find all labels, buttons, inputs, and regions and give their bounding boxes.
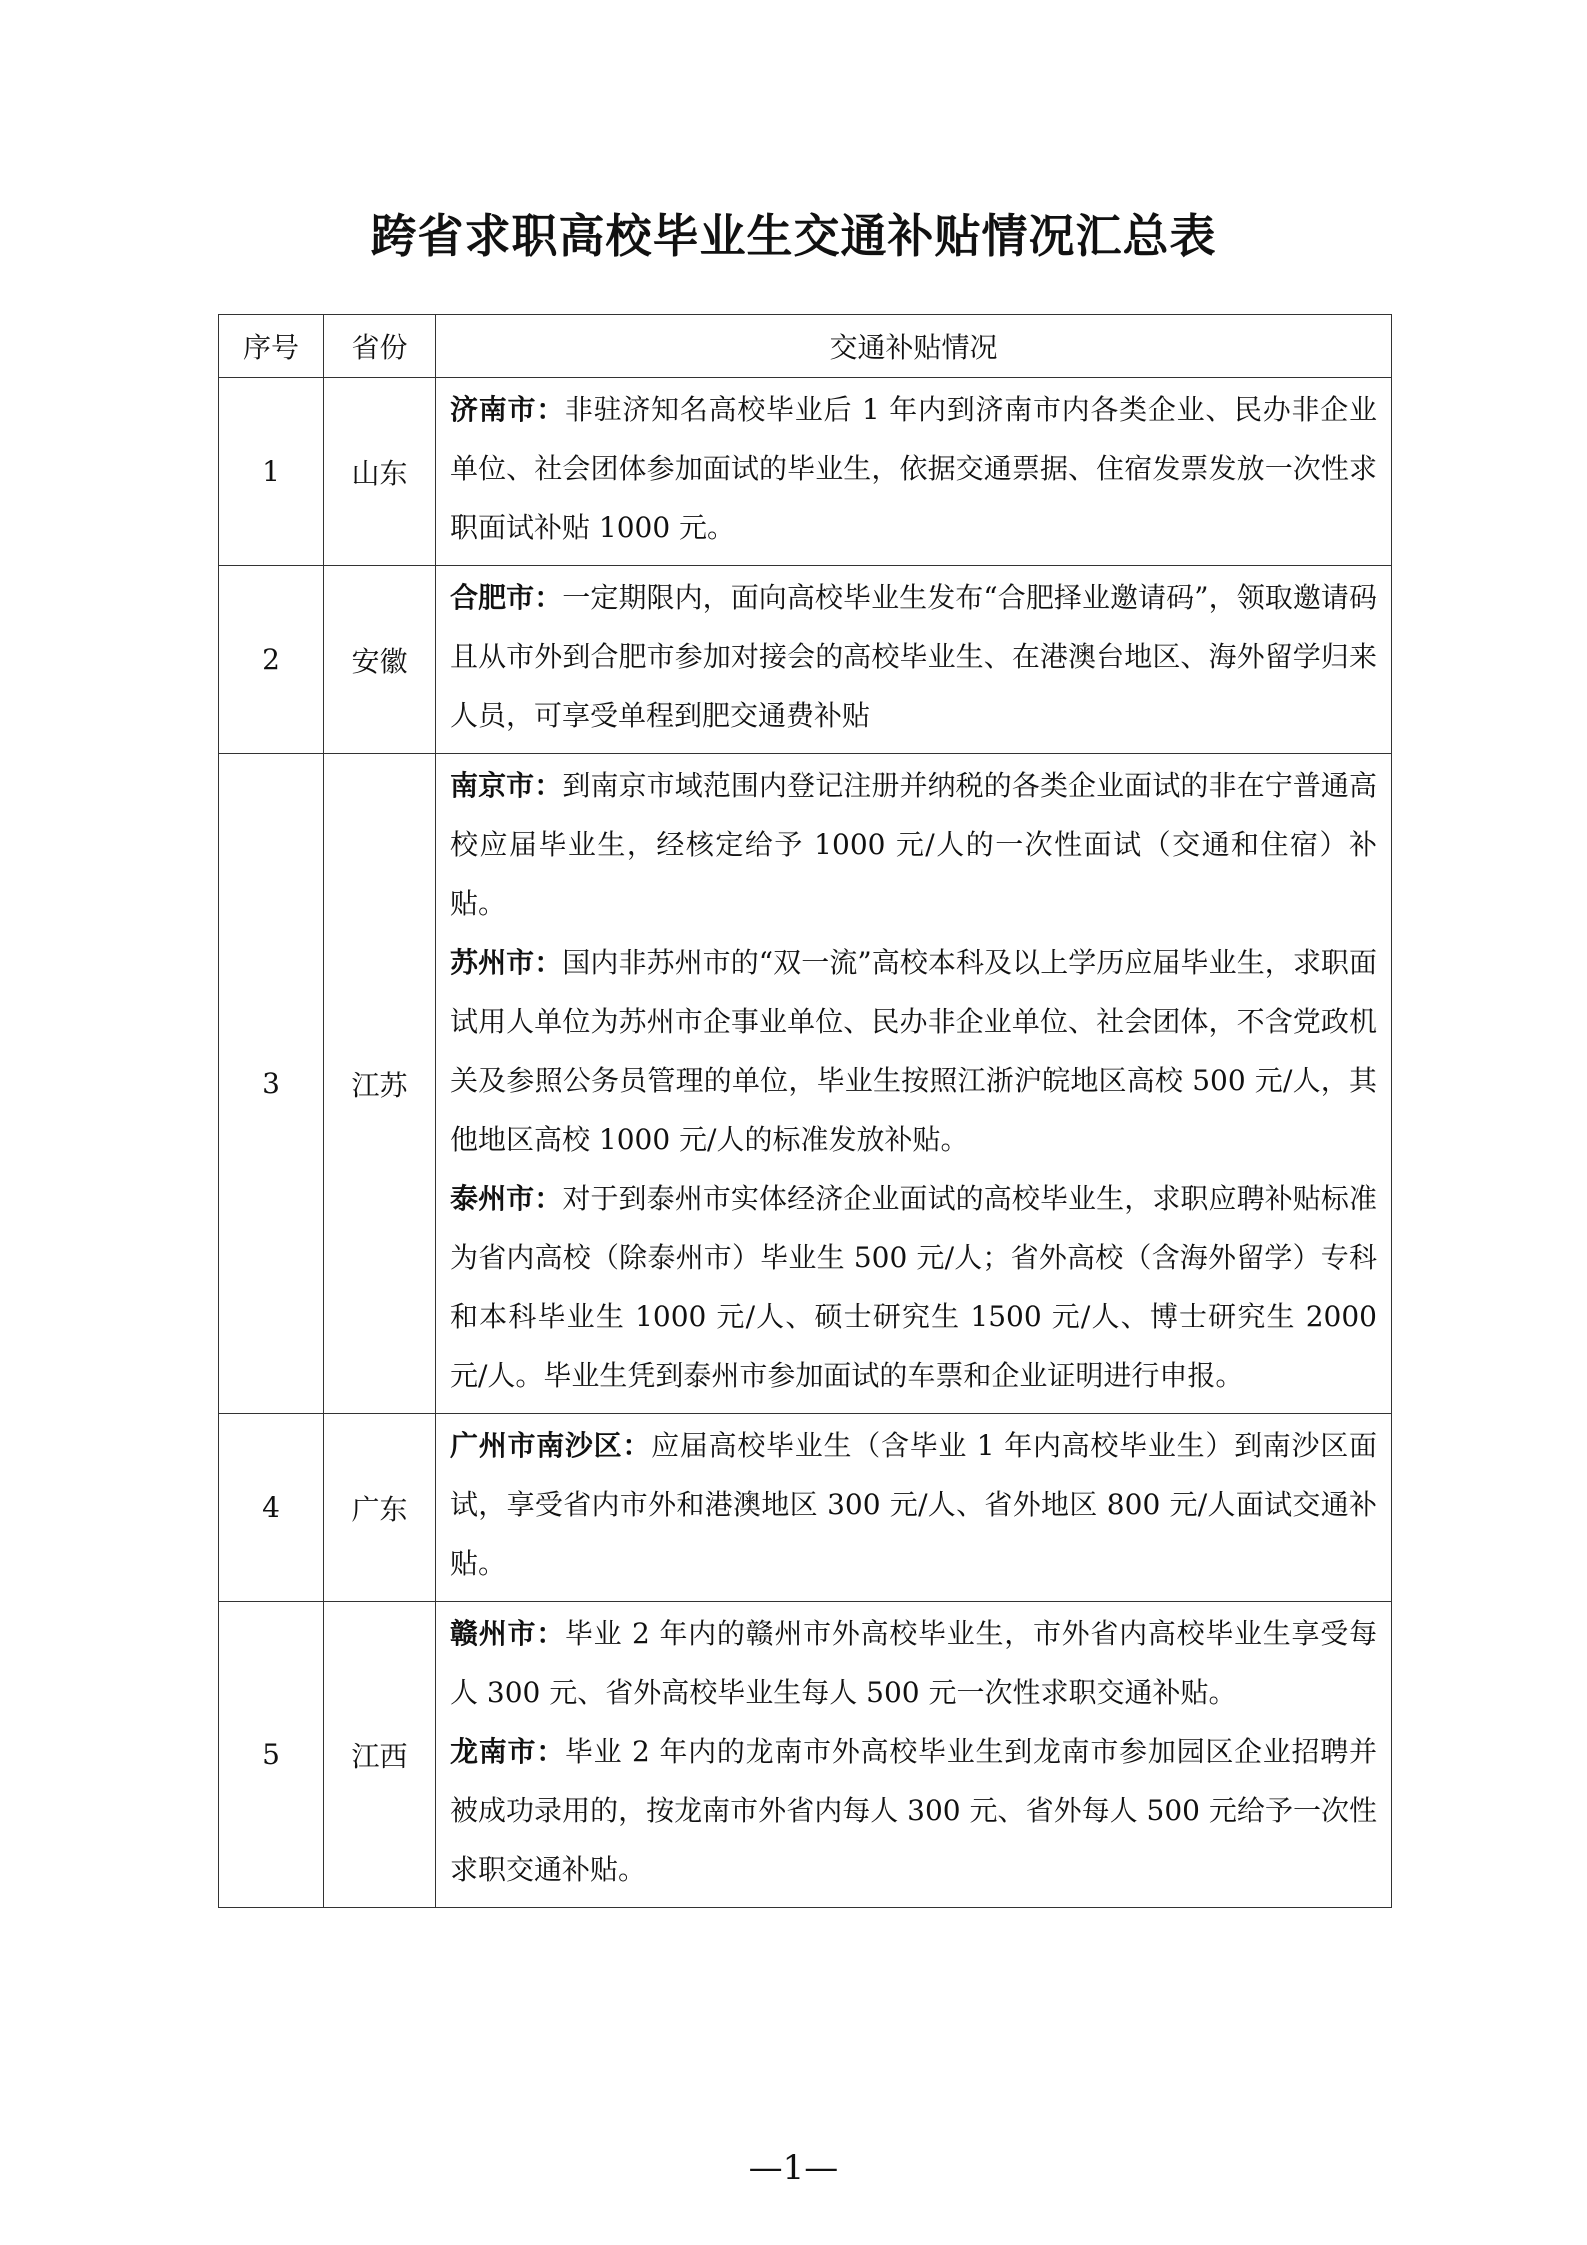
row-number: 3 xyxy=(219,754,324,1414)
city-name: 广州市南沙区： xyxy=(450,1429,652,1462)
city-entry xyxy=(450,1604,1377,1722)
city-name: 苏州市： xyxy=(450,946,563,979)
header-province: 省份 xyxy=(324,315,436,378)
city-entry xyxy=(450,756,1377,933)
city-name: 赣州市： xyxy=(450,1617,565,1650)
city-entry xyxy=(450,1416,1377,1593)
city-entry xyxy=(450,380,1377,557)
row-number: 4 xyxy=(219,1414,324,1602)
table-row xyxy=(219,754,1392,1414)
row-province: 安徽 xyxy=(324,566,436,754)
city-entry xyxy=(450,1169,1377,1405)
entry-text: 应届高校毕业生（含毕业 1 年内高校毕业生）到南沙区面试，享受省内市外和港澳地区 300 元/人、省外地区 800 元/人面试交通补贴。 xyxy=(450,1429,1377,1580)
city-entry xyxy=(450,568,1377,745)
city-name: 南京市： xyxy=(450,769,563,802)
row-detail xyxy=(436,754,1392,1414)
entry-text: 毕业 2 年内的赣州市外高校毕业生，市外省内高校毕业生享受每人 300 元、省外高校毕业生每人 500 元一次性求职交通补贴。 xyxy=(450,1617,1377,1709)
entry-text: 对于到泰州市实体经济企业面试的高校毕业生，求职应聘补贴标准为省内高校（除泰州市）毕业生 500 元/人；省外高校（含海外留学）专科和本科毕业生 1000 元/人、硕士研究生 1500 元/人、博士研究生 2000 元/人。毕业生凭到泰州市参加面试的车票和企业证明进行申报。 xyxy=(450,1182,1377,1392)
city-entry xyxy=(450,933,1377,1169)
header-detail: 交通补贴情况 xyxy=(436,315,1392,378)
row-detail xyxy=(436,1414,1392,1602)
row-number: 2 xyxy=(219,566,324,754)
row-province: 江苏 xyxy=(324,754,436,1414)
page-number: —1— xyxy=(748,2148,839,2188)
row-province: 广东 xyxy=(324,1414,436,1602)
city-name: 龙南市： xyxy=(450,1735,565,1768)
entry-text: 一定期限内，面向高校毕业生发布“合肥择业邀请码”，领取邀请码且从市外到合肥市参加对接会的高校毕业生、在港澳台地区、海外留学归来人员，可享受单程到肥交通费补贴 xyxy=(450,581,1377,732)
row-province: 山东 xyxy=(324,378,436,566)
entry-text: 毕业 2 年内的龙南市外高校毕业生到龙南市参加园区企业招聘并被成功录用的，按龙南市外省内每人 300 元、省外每人 500 元给予一次性求职交通补贴。 xyxy=(450,1735,1377,1886)
page-title: 跨省求职高校毕业生交通补贴情况汇总表 xyxy=(370,209,1217,263)
row-detail xyxy=(436,566,1392,754)
table-row xyxy=(219,378,1392,566)
table-row xyxy=(219,1602,1392,1908)
header-no: 序号 xyxy=(219,315,324,378)
subsidy-summary-table xyxy=(218,314,1392,1908)
table-row xyxy=(219,566,1392,754)
table-row xyxy=(219,1414,1392,1602)
city-name: 济南市： xyxy=(450,393,565,426)
entry-text: 到南京市域范围内登记注册并纳税的各类企业面试的非在宁普通高校应届毕业生，经核定给予 1000 元/人的一次性面试（交通和住宿）补贴。 xyxy=(450,769,1377,920)
city-entry xyxy=(450,1722,1377,1899)
entry-text: 非驻济知名高校毕业后 1 年内到济南市内各类企业、民办非企业单位、社会团体参加面试的毕业生，依据交通票据、住宿发票发放一次性求职面试补贴 1000 元。 xyxy=(450,393,1377,544)
entry-text: 国内非苏州市的“双一流”高校本科及以上学历应届毕业生，求职面试用人单位为苏州市企事业单位、民办非企业单位、社会团体，不含党政机关及参照公务员管理的单位，毕业生按照江浙沪皖地区高校 500 元/人，其他地区高校 1000 元/人的标准发放补贴。 xyxy=(450,946,1377,1156)
table-header-row xyxy=(219,315,1392,378)
city-name: 合肥市： xyxy=(450,581,563,614)
row-detail xyxy=(436,1602,1392,1908)
row-number: 1 xyxy=(219,378,324,566)
row-detail xyxy=(436,378,1392,566)
row-number: 5 xyxy=(219,1602,324,1908)
city-name: 泰州市： xyxy=(450,1182,563,1215)
row-province: 江西 xyxy=(324,1602,436,1908)
